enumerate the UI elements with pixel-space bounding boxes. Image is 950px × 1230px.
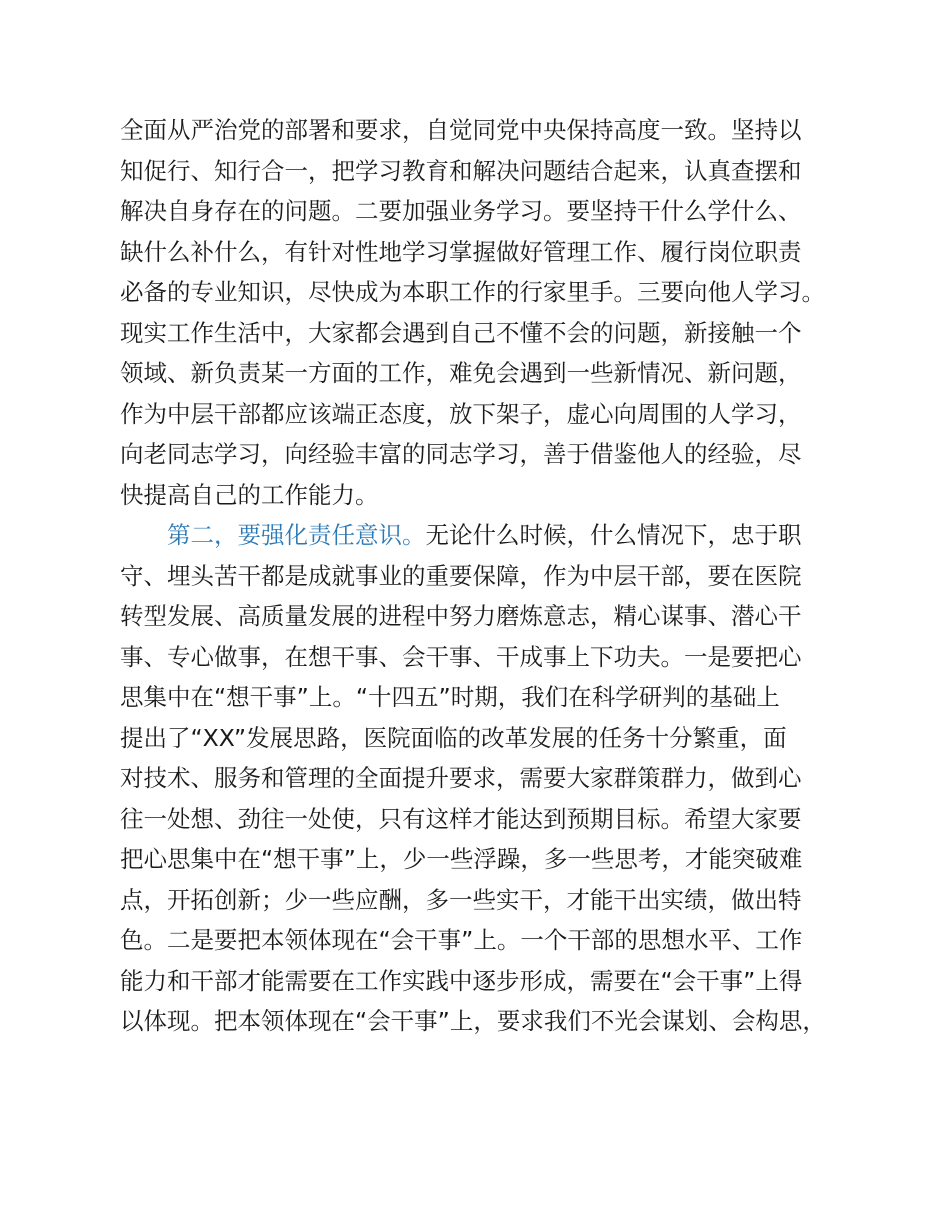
paragraph-1-line: 领域、新负责某一方面的工作，难免会遇到一些新情况、新问题， [120, 359, 802, 387]
paragraph-2-line: 转型发展、高质量发展的进程中努力磨炼意志，精心谋事、潜心干 [120, 602, 802, 630]
paragraph-2-line: 点，开拓创新；少一些应酬，多一些实干，才能干出实绩，做出特 [120, 885, 802, 914]
paragraph-1-line: 快提高自己的工作能力。 [120, 480, 379, 509]
paragraph-2-line: 思集中在“想干事”上。“十四五”时期，我们在科学研判的基础上 [120, 683, 780, 711]
paragraph-2-line: 提出了“XX”发展思路，医院面临的改革发展的任务十分繁重，面 [120, 723, 787, 752]
paragraph-2-line: 守、埋头苦干都是成就事业的重要保障，作为中层干部，要在医院 [120, 561, 802, 590]
paragraph-2-line: 以体现。把本领体现在“会干事”上，要求我们不光会谋划、会构思， [120, 1007, 826, 1035]
paragraph-1-line: 解决自身存在的问题。二要加强业务学习。要坚持干什么学什么、 [120, 197, 802, 225]
paragraph-2-line: 对技术、服务和管理的全面提升要求，需要大家群策群力，做到心 [120, 764, 802, 792]
paragraph-1-line: 缺什么补什么，有针对性地学习掌握做好管理工作、履行岗位职责 [120, 237, 802, 266]
paragraph-2-line: 往一处想、劲往一处使，只有这样才能达到预期目标。希望大家要 [120, 804, 802, 833]
paragraph-2-line: 事、专心做事，在想干事、会干事、干成事上下功夫。一是要把心 [120, 642, 802, 671]
paragraph-1-line: 必备的专业知识，尽快成为本职工作的行家里手。三要向他人学习。 [120, 278, 825, 306]
paragraph-2-line: 色。二是要把本领体现在“会干事”上。一个干部的思想水平、工作 [120, 926, 803, 954]
body-text [120, 110, 860, 1042]
paragraph-2-line: 把心思集中在“想干事”上，少一些浮躁，多一些思考，才能突破难 [120, 845, 803, 873]
section-heading: 第二，要强化责任意识。 [167, 521, 426, 549]
paragraph-1-line: 现实工作生活中，大家都会遇到自己不懂不会的问题，新接触一个 [120, 318, 802, 347]
paragraph-2-first-line [120, 515, 860, 556]
paragraph-1-line: 向老同志学习，向经验丰富的同志学习，善于借鉴他人的经验，尽 [120, 440, 802, 468]
paragraph-1-line: 作为中层干部都应该端正态度，放下架子，虚心向周围的人学习， [120, 399, 802, 428]
paragraph-2-line: 能力和干部才能需要在工作实践中逐步形成，需要在“会干事”上得 [120, 966, 803, 995]
paragraph-1-line: 全面从严治党的部署和要求，自觉同党中央保持高度一致。坚持以 [120, 116, 802, 144]
paragraph-1-line: 知促行、知行合一，把学习教育和解决问题结合起来，认真查摆和 [120, 156, 802, 185]
paragraph-2-first-line-text: 无论什么时候，什么情况下，忠于职 [425, 521, 802, 549]
